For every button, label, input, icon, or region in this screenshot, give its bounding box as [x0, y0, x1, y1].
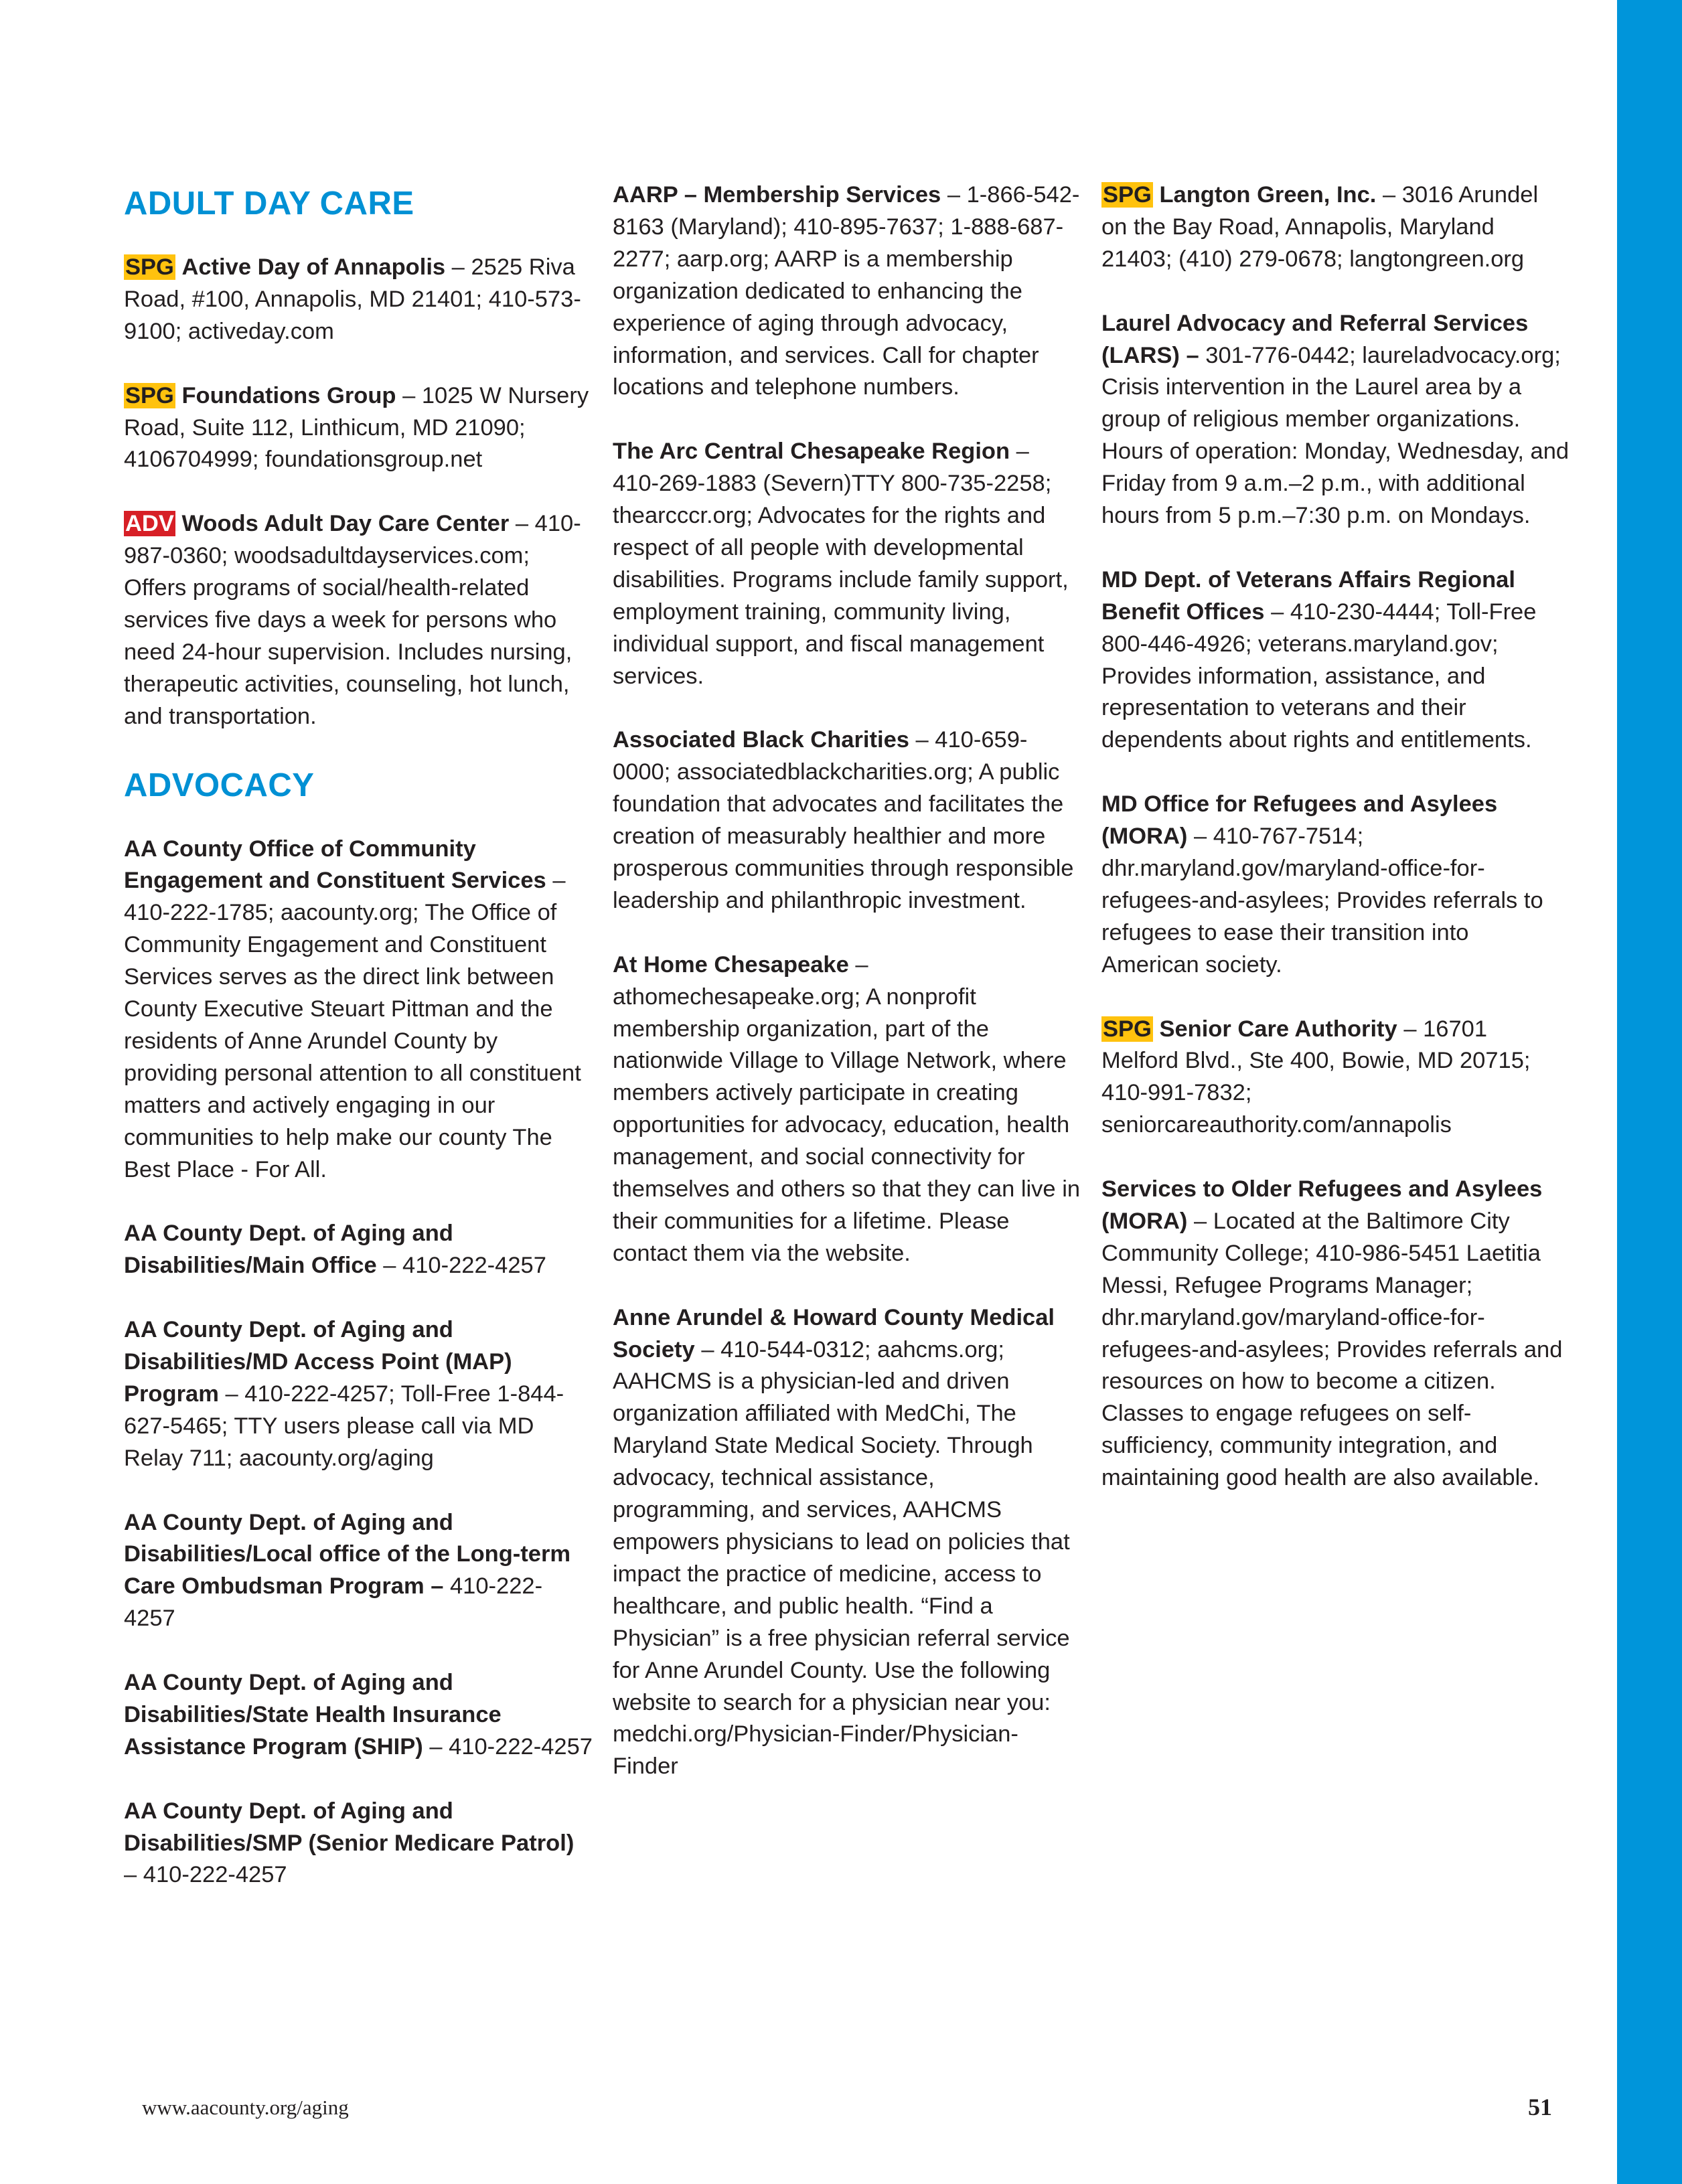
- directory-entry: [124, 1218, 593, 1282]
- entry-name: AA County Dept. of Aging and Disabilities/Local office of the Long-term Care Ombudsman Program –: [124, 1509, 571, 1600]
- directory-entry: [124, 508, 593, 732]
- entry-details: – 410-222-1785; aacounty.org; The Office of Community Engagement and Constituent Services serves as the direct link between County Executive Steuart Pittman and the residents of Anne Arundel County by providing personal attention to all constituent matters and actively engaging in our communities to help make our county The Best Place - For All.: [124, 868, 581, 1182]
- directory-entry: [124, 1667, 593, 1764]
- entry-name: MD Office for Refugees and Asylees (MORA): [1101, 791, 1498, 850]
- entry-details: – 410-544-0312; aahcms.org; AAHCMS is a physician-led and driven organization affiliated with MedChi, The Maryland State Medical Society. Through advocacy, technical assistance, programming, and services, AAHCMS empowers physicians to lead on policies that impact the practice of medicine, access to healthcare, and public health. “Find a Physician” is a free physician referral service for Anne Arundel County. Use the following website to search for a physician near you: medchi.org/Physician-Finder/Physician-Finder: [613, 1336, 1070, 1780]
- directory-entry: [1101, 179, 1570, 276]
- section-heading: ADULT DAY CARE: [124, 185, 414, 222]
- page-number: 51: [1528, 2094, 1552, 2120]
- entry-name: MD Dept. of Veterans Affairs Regional Benefit Offices: [1101, 566, 1515, 625]
- directory-entry: [613, 179, 1081, 404]
- adv-badge: ADV: [125, 511, 174, 537]
- directory-entry: [613, 949, 1081, 1270]
- directory-entry: [1101, 564, 1570, 757]
- directory-entry: [124, 252, 593, 348]
- entry-name: AA County Dept. of Aging and Disabilities/MD Access Point (MAP) Program: [124, 1317, 512, 1407]
- entry-name: Associated Black Charities: [613, 727, 909, 753]
- entry-details: – 410-230-4444; Toll-Free 800-446-4926; veterans.maryland.gov; Provides information, assistance, and representation to veterans and their dependents about rights and entitlements.: [1101, 599, 1537, 753]
- directory-entry: [124, 1507, 593, 1636]
- entry-name: Langton Green, Inc.: [1159, 182, 1377, 208]
- entry-details: – 410-659-0000; associatedblackcharities.org; A public foundation that advocates and facilitates the creation of measurably healthier and more prosperous communities through responsible leadership and philanthropic investment.: [613, 727, 1074, 913]
- entry-name: Anne Arundel & Howard County Medical Society: [613, 1304, 1055, 1362]
- directory-entry: [613, 724, 1081, 917]
- entry-details: – 410-222-4257: [124, 1862, 287, 1888]
- entry-details: – Located at the Baltimore City Community College; 410-986-5451 Laetitia Messi, Refugee Programs Manager; dhr.maryland.gov/maryland-office-for-refugees-and-asylees; Provides referrals and resources on how to become a citizen. Classes to engage refugees on self-sufficiency, community integration, and maintaining good health are also available.: [1101, 1208, 1563, 1491]
- directory-entry: [124, 1796, 593, 1892]
- directory-entry: [124, 1314, 593, 1475]
- spg-badge: SPG: [125, 382, 174, 408]
- entry-name: At Home Chesapeake: [613, 951, 849, 978]
- directory-entry: [613, 1302, 1081, 1784]
- spg-badge: SPG: [1103, 1016, 1152, 1042]
- entry-name: Active Day of Annapolis: [181, 254, 446, 280]
- directory-entry: [1101, 1174, 1570, 1494]
- blue-side-bar: [1617, 0, 1682, 2184]
- section-heading: ADVOCACY: [124, 767, 315, 803]
- entry-name: Laurel Advocacy and Referral Services (LARS) –: [1101, 310, 1529, 368]
- entry-name: Services to Older Refugees and Asylees (MORA): [1101, 1176, 1543, 1234]
- entry-details: – 16701 Melford Blvd., Ste 400, Bowie, MD 20715; 410-991-7832; seniorcareauthority.com/annapolis: [1101, 1016, 1531, 1138]
- entry-name: AA County Dept. of Aging and Disabilities/Main Office: [124, 1221, 453, 1279]
- footer-url[interactable]: www.aacounty.org/aging: [142, 2096, 349, 2119]
- entry-name: Foundations Group: [181, 382, 396, 408]
- directory-entry: [1101, 308, 1570, 532]
- directory-entry: [1101, 789, 1570, 981]
- entry-details: – 1025 W Nursery Road, Suite 112, Linthicum, MD 21090; 4106704999; foundationsgroup.net: [124, 382, 589, 473]
- entry-name: AA County Dept. of Aging and Disabilities/State Health Insurance Assistance Program (SHIP): [124, 1670, 502, 1760]
- spg-badge: SPG: [1103, 182, 1152, 208]
- directory-entry: [1101, 1014, 1570, 1142]
- entry-name: The Arc Central Chesapeake Region: [613, 439, 1010, 465]
- entry-details: – 410-987-0360; woodsadultdayservices.com; Offers programs of social/health-related services five days a week for persons who need 24-hour supervision. Includes nursing, therapeutic activities, counseling, hot lunch, and transportation.: [124, 511, 581, 729]
- column-2: [613, 179, 1081, 1815]
- column-3: [1101, 179, 1570, 1527]
- entry-details: – 2525 Riva Road, #100, Annapolis, MD 21401; 410-573-9100; activeday.com: [124, 254, 581, 344]
- directory-entry: [124, 380, 593, 477]
- entry-name: AA County Dept. of Aging and Disabilities/SMP (Senior Medicare Patrol): [124, 1798, 575, 1856]
- entry-details: 301-776-0442; laureladvocacy.org; Crisis intervention in the Laurel area by a group of religious member organizations. Hours of operation: Monday, Wednesday, and Friday from 9 a.m.–2 p.m., with additional hours from 5 p.m.–7:30 p.m. on Mondays.: [1101, 342, 1570, 529]
- entry-details: – 3016 Arundel on the Bay Road, Annapolis, Maryland 21403; (410) 279-0678; langtongreen.org: [1101, 182, 1539, 272]
- entry-details: – athomechesapeake.org; A nonprofit membership organization, part of the nationwide Village to Village Network, where members actively participate in creating opportunities for advocacy, education, health management, and social connectivity for themselves and others so that they can live in their communities for a lifetime. Please contact them via the website.: [613, 951, 1081, 1266]
- directory-entry: [124, 834, 593, 1186]
- entry-details: – 410-222-4257: [376, 1253, 546, 1279]
- entry-details: – 410-767-7514; dhr.maryland.gov/maryland-office-for-refugees-and-asylees; Provides referrals to refugees to ease their transition into American society.: [1101, 824, 1543, 978]
- entry-name: Senior Care Authority: [1159, 1016, 1397, 1042]
- entry-details: – 410-222-4257; Toll-Free 1-844-627-5465; TTY users please call via MD Relay 711; aacounty.org/aging: [124, 1381, 564, 1471]
- entry-name: Woods Adult Day Care Center: [181, 511, 510, 537]
- entry-details: – 410-269-1883 (Severn)TTY 800-735-2258; thearcccr.org; Advocates for the rights and respect of all people with developmental disabilities. Programs include family support, employment training, community living, individual support, and fiscal management services.: [613, 439, 1069, 689]
- entry-details: – 410-222-4257: [423, 1733, 593, 1760]
- entry-name: AARP – Membership Services: [613, 182, 941, 208]
- entry-details: – 1-866-542-8163 (Maryland); 410-895-7637; 1-888-687-2277; aarp.org; AARP is a membership organization dedicated to enhancing the experience of aging through advocacy, information, and services. Call for chapter locations and telephone numbers.: [613, 182, 1080, 400]
- directory-entry: [613, 436, 1081, 692]
- spg-badge: SPG: [125, 254, 174, 280]
- entry-name: AA County Office of Community Engagement and Constituent Services: [124, 836, 546, 894]
- entry-details: 410-222-4257: [124, 1573, 543, 1632]
- column-1: [124, 179, 593, 1924]
